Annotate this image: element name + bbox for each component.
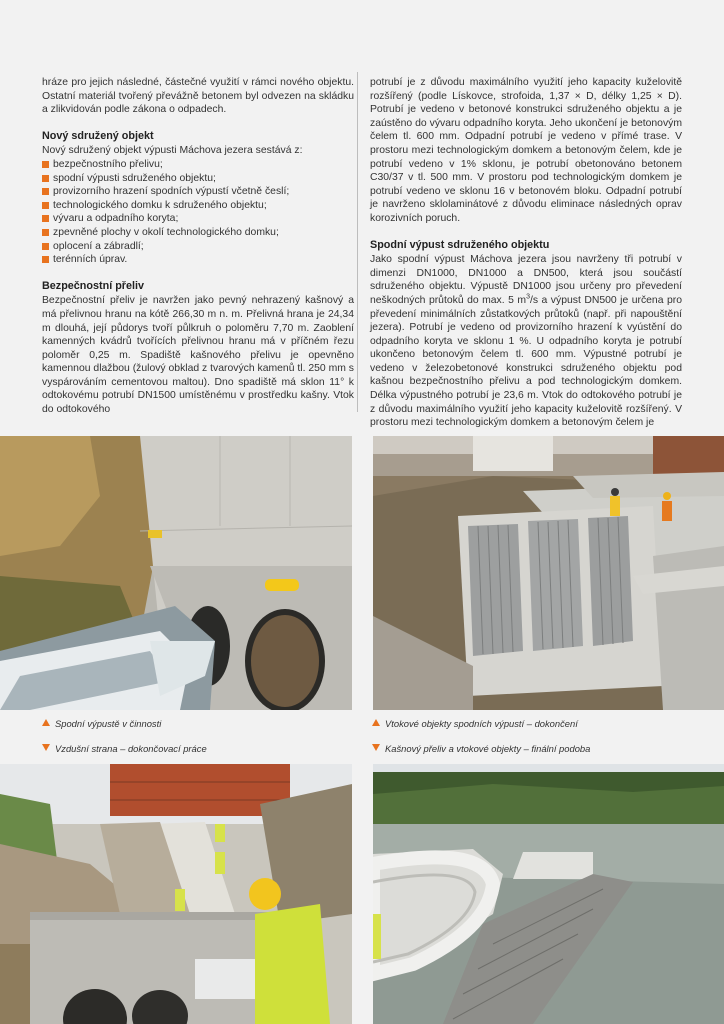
triangle-down-icon <box>42 744 50 751</box>
section-heading-spillway: Bezpečnostní přeliv <box>42 279 144 292</box>
component-list <box>42 158 354 267</box>
photo-shaft-spillway <box>373 764 724 1024</box>
list-item: vývaru a odpadního koryta; <box>42 212 354 226</box>
left-text-column <box>42 76 354 417</box>
paragraph-part: /s a výpust DN500 je určena pro převedení minimálních zůstatkových průtoků (např. při napouštění jezera). Potrubí je vedeno od provizorního hrazení k vyústění do odpadního koryta ve sklonu 1 %. U odpadního koryta je potrubí ukončeno betonovým čelem tl. 600 mm. Výpustné potrubí je vedeno v železobetonové konstrukci sdruženého objektu pod kašnou bezpečnostního přelivu a pod technologickým domkem. Délka výpustného potrubí je 23,6 m. Vtok do odtokového potrubí je z důvodu maximálního využití jeho kapacity kuželovitě rozšířený. V prostoru mezi technologickým domkem a betonovým čelem je <box>370 294 682 429</box>
caption-bottom-right <box>372 743 590 754</box>
section-lead: Nový sdružený objekt výpusti Máchova jezera sestává z: <box>42 145 303 157</box>
list-item: technologického domku k sdruženého objektu; <box>42 199 354 213</box>
section-heading-new-object: Nový sdružený objekt <box>42 129 154 142</box>
intro-paragraph: hráze pro jejich následné, částečné využití v rámci nového objektu. Ostatní materiál tvořený převážně betonem byl odvezen na skládku a zlikvidován podle zákona o odpadech. <box>42 77 354 116</box>
triangle-up-icon <box>42 719 50 726</box>
list-item: bezpečnostního přelivu; <box>42 158 354 172</box>
triangle-down-icon <box>372 744 380 751</box>
caption-top-right <box>372 718 578 729</box>
right-text-column <box>370 76 682 430</box>
photo-inlet-structures <box>373 436 724 710</box>
photo-outlets-in-operation <box>0 436 352 710</box>
caption-text: Spodní výpustě v činnosti <box>55 718 162 729</box>
list-item: terénních úprav. <box>42 253 354 267</box>
spillway-paragraph: Bezpečnostní přeliv je navržen jako pevný nehrazený kašnový a má přelivnou hranu na kótě 266,30 m n. m. Přelivná hrana je 24,34 m dlouhá, její půdorys tvoří půlkruh o poloměru 7,70 m. Zaoblení kamenných kvádrů tvořících přelivnou hranu má v příčném řezu poloměr 0,25 m. Spadiště kašnového přelivu je opevněno kamennou dlažbou (žulový obklad z tvarových kamenů tl. 250 mm s vyspárováním cementovou maltou). Dno spadiště má sklon 11° k odtokovému potrubí DN1500 umístěnému v prostředku kašny. Vtok do odtokového <box>42 295 354 416</box>
caption-text: Kašnový přeliv a vtokové objekty – finální podoba <box>385 743 591 754</box>
paragraph-part: Jako spodní výpust Máchova jezera jsou navrženy tři potrubí v dimenzi DN1000, DN1000 a DN500, která jsou součástí sdruženého objektu. Výpustě DN1000 jsou určeny pro převedení neškodných průtoků do max. 5 m <box>370 254 682 306</box>
pipe-paragraph: potrubí je z důvodu maximálního využití jeho kapacity kuželovitě rozšířený (podle Lískovce, strofoida, 1,37 × D, délky 1,25 × D). Potrubí je vedeno v betonové konstrukci sdruženého objektu a je zaústěno do vývaru odpadního koryta. Jeho ukončení je betonovým čelem tl. 600 mm. Odpadní potrubí je vedeno v přímé trase. V prostoru mezi technologickým domkem a betonovým čelem, kde je potrubí vedeno v 1% sklonu, je potrubí obetonováno betonem C30/37 v tl. 500 mm. V prostoru pod technologickým domkem je potrubí vedeno ve sklonu 16 v betonovém bloku. Odpadní potrubí je navrženo sklolaminátové z důvodu eliminace následných oprav korozivních poruch. <box>370 77 682 224</box>
caption-text: Vtokové objekty spodních výpustí – dokončení <box>385 718 578 729</box>
caption-bottom-left <box>42 743 207 754</box>
triangle-up-icon <box>372 719 380 726</box>
list-item: provizorního hrazení spodních výpustí včetně česlí; <box>42 185 354 199</box>
list-item: spodní výpusti sdruženého objektu; <box>42 172 354 186</box>
bottom-outlet-paragraph <box>370 253 682 430</box>
caption-top-left <box>42 718 161 729</box>
list-item: zpevněné plochy v okolí technologického domku; <box>42 226 354 240</box>
caption-text: Vzdušní strana – dokončovací práce <box>55 743 207 754</box>
superscript: 3 <box>526 293 530 301</box>
section-heading-bottom-outlet: Spodní výpust sdruženého objektu <box>370 238 550 251</box>
photo-air-side-works <box>0 764 352 1024</box>
list-item: oplocení a zábradlí; <box>42 240 354 254</box>
column-divider <box>357 72 358 412</box>
